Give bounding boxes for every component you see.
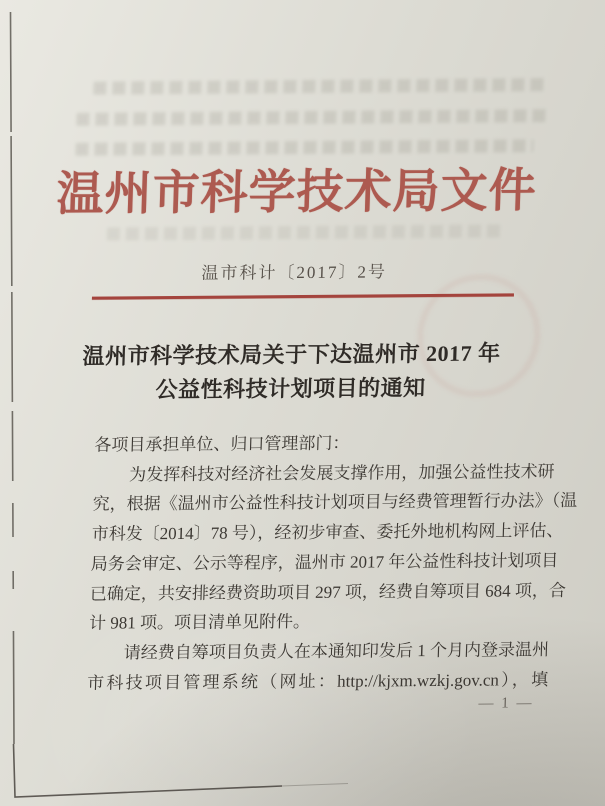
body-line: 为发挥科技对经济社会发展支撑作用，加强公益性技术研 (128, 461, 555, 485)
page-number: — 1 — (478, 695, 534, 712)
body-line: 已确定，共安排经费资助项目 297 项，经费自筹项目 684 项，合 (89, 580, 567, 604)
document-title (0, 336, 595, 409)
body-line: 市科发〔2014〕78 号），经初步审查、委托外地机构网上评估、 (91, 521, 564, 544)
bleedthrough-ghost-row (93, 78, 549, 95)
body-line: 究，根据《温州市公益性科技计划项目与经费管理暂行办法》（温 (92, 491, 578, 515)
body-line: 请经费自筹项目负责人在本通知印发后 1 个月内登录温州 (123, 640, 550, 663)
document-reference-number: 温市科计〔2017〕2号 (201, 262, 388, 283)
document-title-line2: 公益性科技计划项目的通知 (155, 375, 427, 403)
bleedthrough-ghost-row (107, 224, 505, 240)
document-title-line1: 温州市科学技术局关于下达温州市 2017 年 (82, 340, 502, 369)
bleedthrough-ghost-row (76, 109, 546, 126)
agency-header-title: 温州市科学技术局文件 (55, 165, 538, 221)
salutation: 各项目承担单位、归口管理部门： (94, 433, 350, 455)
body-line: 计 981 项。项目清单见附件。 (88, 612, 311, 633)
body-line: 市科技项目管理系统（网址：http://kjxm.wzkj.gov.cn），填 (86, 669, 549, 693)
body-line: 局务会审定、公示等程序，温州市 2017 年公益性科技计划项目 (90, 550, 559, 574)
document-body (86, 427, 578, 698)
